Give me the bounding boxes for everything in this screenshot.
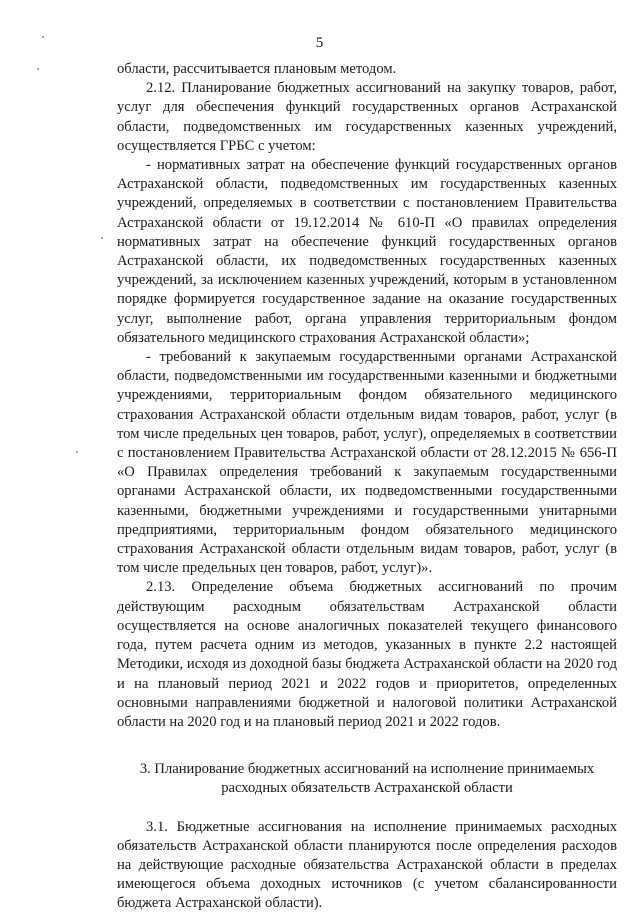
page-number: 5 xyxy=(315,35,324,51)
paragraph-continuation: области, рассчитывается плановым методом. xyxy=(117,61,397,77)
paragraph-2-13: 2.13. Определение объема бюджетных ассигнований по прочим действующим расходным обязательствам Астраханской области осуществляется на основе аналогичных показателей текущего финансового года, путем расчета одним из методов, указанных в пункте 2.2 настоящей Методики, исходя из доходной базы бюджета Астраханской области на 2020 год и на плановый период 2021 и 2022 годов и приоритетов, определенных основными направлениями бюджетной и налоговой политики Астраханской области на 2020 год и на плановый период 2021 и 2022 годов. xyxy=(117,579,617,730)
document-body xyxy=(117,60,617,914)
scan-speck xyxy=(37,68,39,70)
section-heading-3: 3. Планирование бюджетных ассигнований на исполнение принимаемых расходных обязательств Астраханской области xyxy=(139,761,595,797)
scan-speck xyxy=(42,36,44,38)
scan-speck xyxy=(76,451,78,453)
paragraph-normative-costs: - нормативных затрат на обеспечение функций государственных органов Астраханской области, подведомственных им государственных казенных учреждений, определяемых в соответствии с постановлением Правительства Астраханской области от 19.12.2014 № 610-П «О правилах определения нормативных затрат на обеспечение функций государственных органов Астраханской области, их подведомственных государственных казенных учреждений, за исключением казенных учреждений, которым в установленном порядке формируется государственное задание на оказание государственных услуг, выполнение работ, органа управления территориальным фондом обязательного медицинского страхования Астраханской области»; xyxy=(117,157,617,346)
paragraph-3-1: 3.1. Бюджетные ассигнования на исполнение принимаемых расходных обязательств Астраханской области планируются после определения расходов на действующие расходные обязательства Астраханской области в пределах имеющегося объема доходных источников (с учетом сбалансированности бюджета Астраханской области). xyxy=(117,818,617,912)
scan-speck xyxy=(101,237,103,239)
paragraph-2-12: 2.12. Планирование бюджетных ассигнований на закупку товаров, работ, услуг для обеспечения функций государственных органов Астраханской области, подведомственных им государственных казенных учреждений, осуществляется ГРБС с учетом: xyxy=(117,80,617,154)
paragraph-requirements: - требований к закупаемым государственными органами Астраханской области, подведомственными им государственными казенными и бюджетными учреждениями, территориальным фондом обязательного медицинского страхования Астраханской области отдельным видам товаров, работ, услуг (в том числе предельных цен товаров, работ, услуг), определяемых в соответствии с постановлением Правительства Астраханской области от 28.12.2015 № 656-П «О Правилах определения требований к закупаемым государственными органами Астраханской области, их подведомственными государственными казенными, бюджетными учреждениями и государственными унитарными предприятиями, территориальным фондом обязательного медицинского страхования Астраханской области отдельным видам товаров, работ, услуг (в том числе предельных цен товаров, работ, услуг)». xyxy=(117,349,617,577)
